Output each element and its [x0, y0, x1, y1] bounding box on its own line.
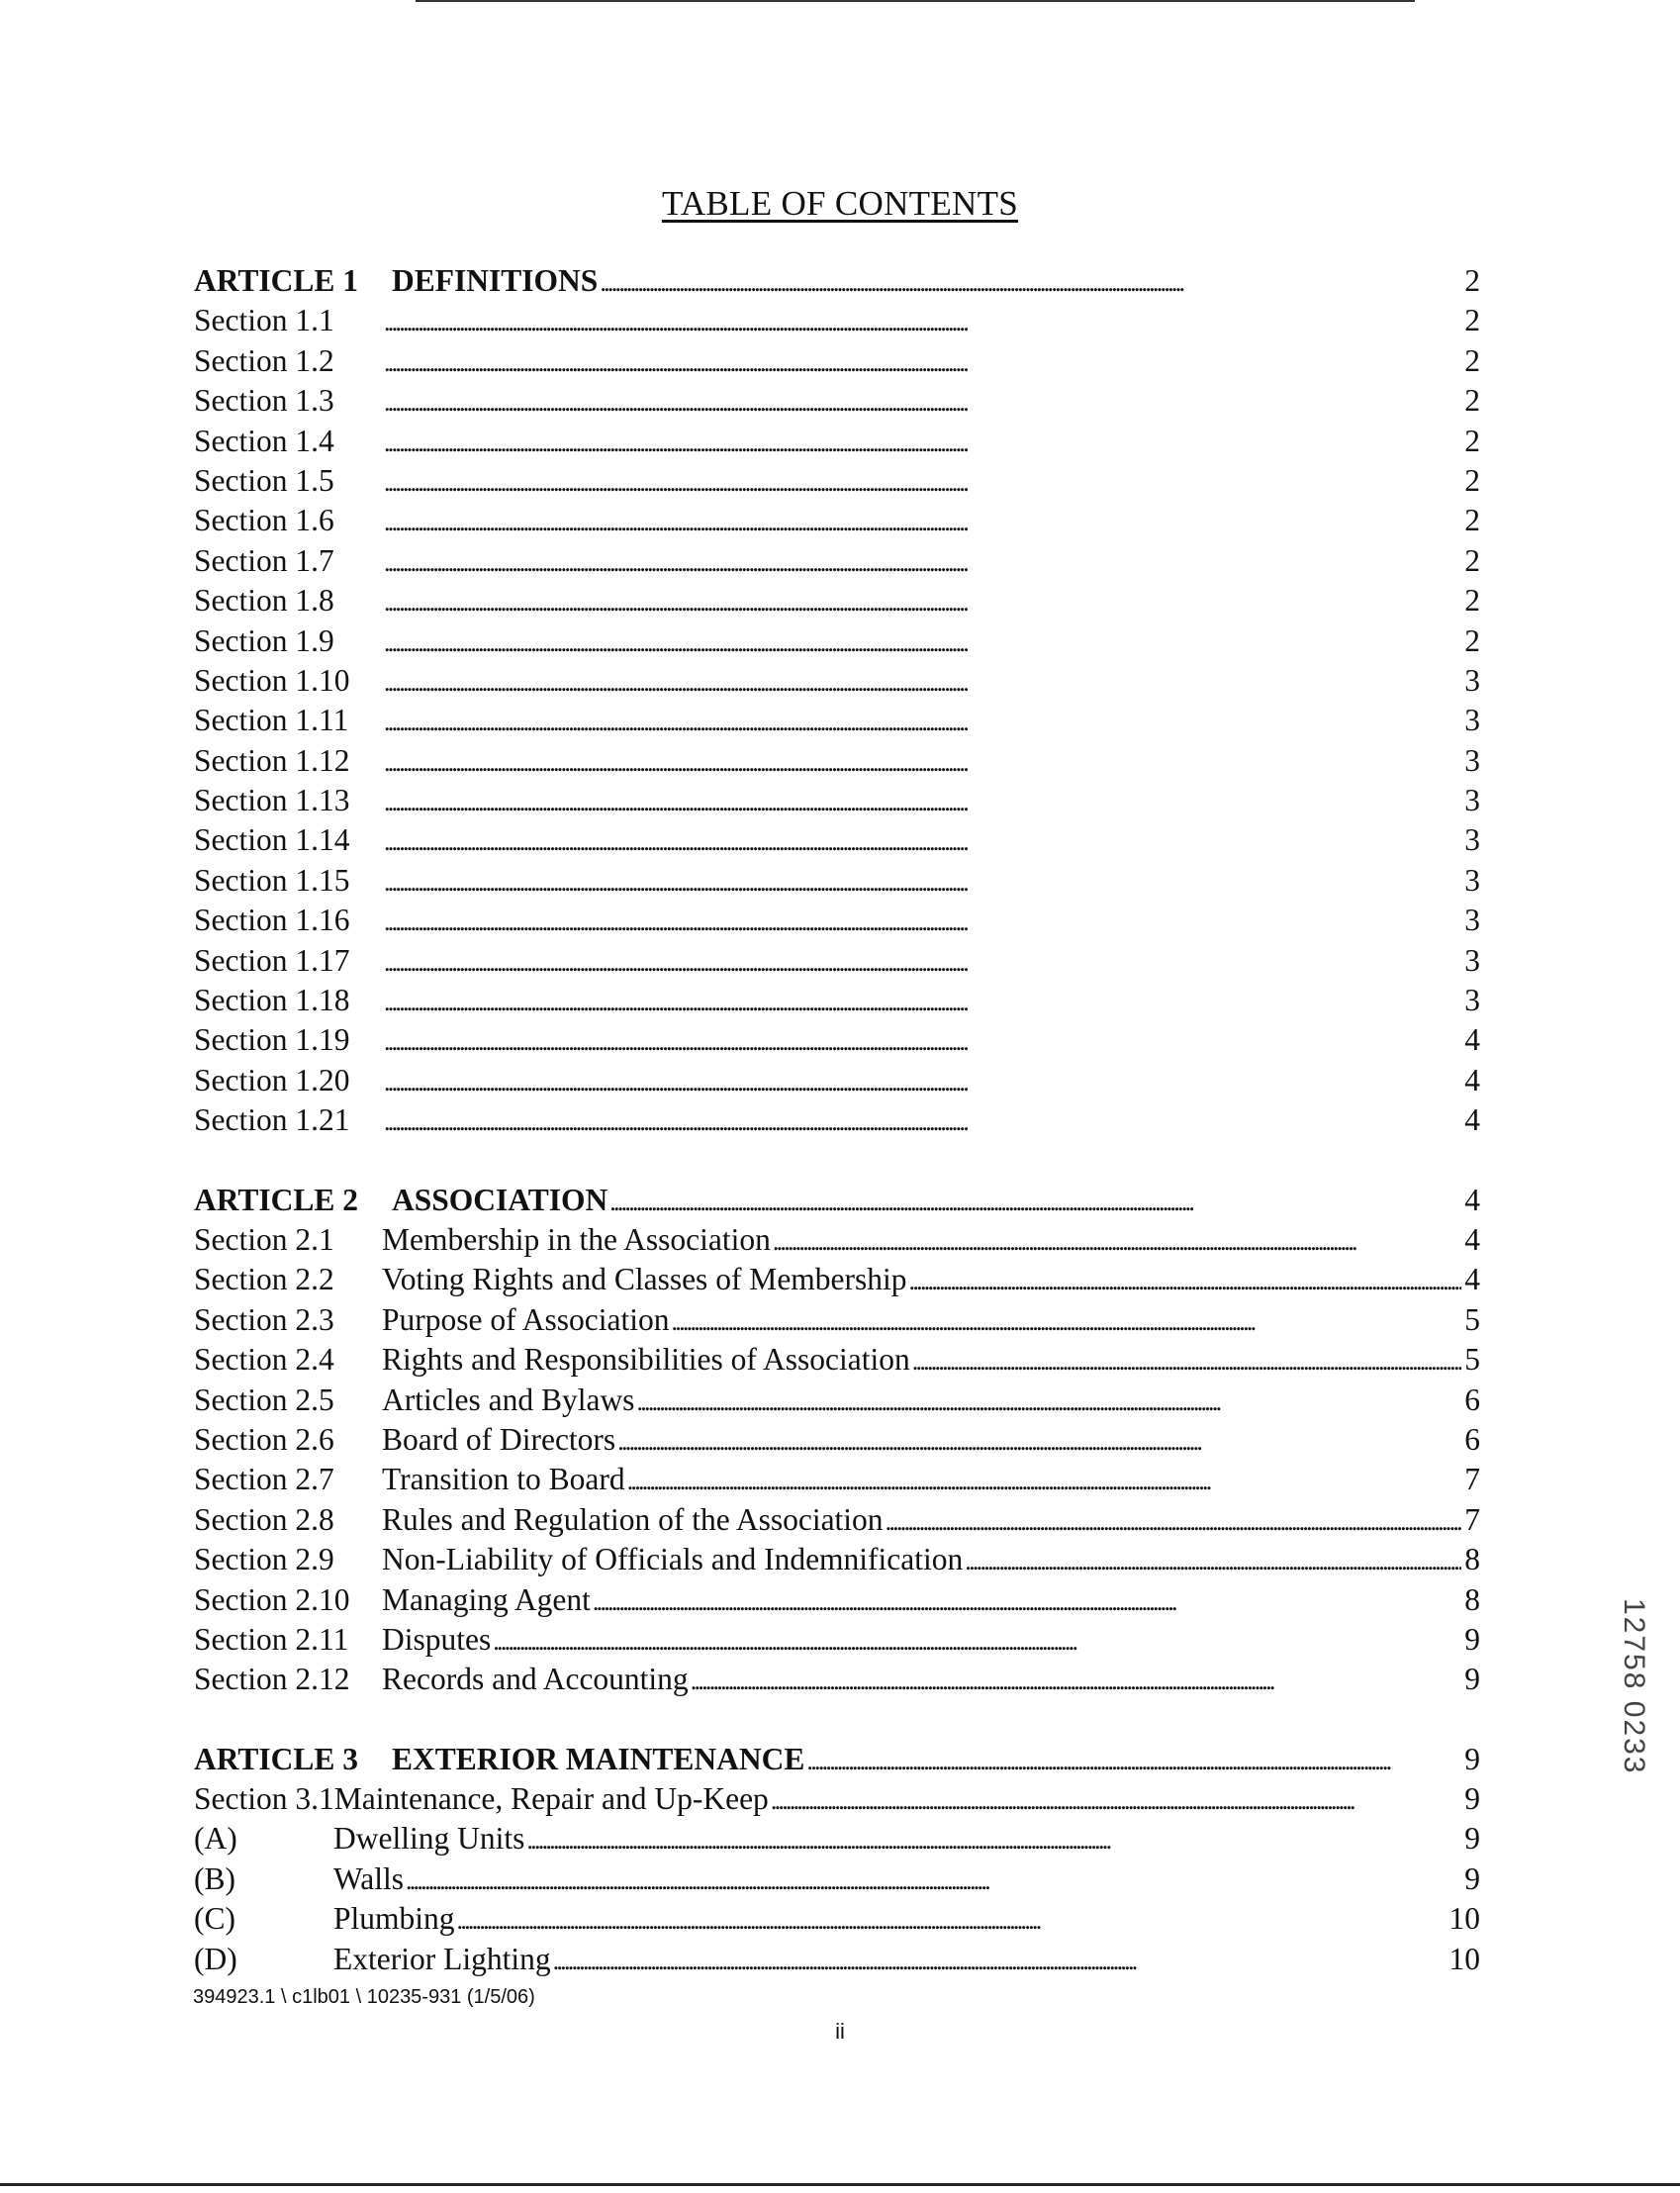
toc-subsection-row [194, 1861, 1480, 1901]
toc-entry-label: Section 1.19 [194, 1022, 350, 1058]
toc-entry-label: Section 2.6 [194, 1421, 334, 1457]
toc-entry-page: 2 [1464, 462, 1480, 498]
toc-entry-page: 3 [1464, 862, 1480, 898]
toc-section-row [194, 1102, 1480, 1142]
toc-entry-label: Section 1.14 [194, 822, 350, 858]
toc-section-row [194, 663, 1480, 703]
toc-section-row [194, 383, 1480, 423]
dot-leader [406, 1862, 1461, 1897]
toc-entry-title: ASSOCIATION [392, 1182, 608, 1217]
dot-leader [636, 1383, 1461, 1418]
dot-leader [384, 1023, 1461, 1058]
toc-entry-page: 3 [1464, 662, 1480, 698]
dot-leader [384, 944, 1461, 979]
toc-entry-label: Section 2.8 [194, 1501, 334, 1537]
toc-section-row [194, 943, 1480, 983]
toc-entry-page: 7 [1464, 1501, 1480, 1537]
toc-entry-label: Section 1.16 [194, 903, 350, 938]
toc-entry-label: Section 1.4 [194, 423, 334, 458]
toc-entry-page: 2 [1464, 583, 1480, 619]
bottom-rule [0, 2183, 1680, 2186]
toc-entry-page: 4 [1464, 1221, 1480, 1257]
toc-entry-page: 7 [1464, 1462, 1480, 1497]
page-title: TABLE OF CONTENTS [661, 184, 1019, 223]
dot-leader [384, 624, 1461, 659]
dot-leader [909, 1263, 1462, 1297]
toc-entry-title: Membership in the Association [382, 1221, 771, 1257]
toc-entry-page: 3 [1464, 942, 1480, 978]
toc-entry-page: 9 [1464, 1621, 1480, 1657]
toc-section-row [194, 424, 1480, 463]
toc-entry-label: Section 1.20 [194, 1062, 350, 1097]
toc-entry-page: 5 [1464, 1342, 1480, 1378]
toc-section-row [194, 783, 1480, 822]
toc-section-row [194, 1422, 1480, 1462]
dot-leader [526, 1822, 1461, 1857]
toc-entry-page: 2 [1464, 542, 1480, 578]
toc-entry-label: Section 2.10 [194, 1581, 350, 1617]
toc-entry-page: 5 [1464, 1301, 1480, 1337]
toc-entry-title: Purpose of Association [382, 1301, 670, 1337]
toc-entry-page: 2 [1464, 503, 1480, 538]
dot-leader [773, 1223, 1461, 1258]
toc-section-row [194, 1662, 1480, 1701]
toc-entry-page: 4 [1464, 1022, 1480, 1058]
toc-entry-page: 9 [1464, 1860, 1480, 1896]
toc-entry-title: Rules and Regulation of the Association [382, 1501, 884, 1537]
toc-entry-label: (A) [194, 1821, 237, 1857]
toc-entry-label: Section 1.6 [194, 503, 334, 538]
dot-leader [806, 1743, 1461, 1777]
toc-entry-title: Non-Liability of Officials and Indemnification [382, 1542, 964, 1577]
dot-leader [691, 1663, 1462, 1697]
toc-entry-title: Walls [333, 1860, 404, 1896]
toc-article-row [194, 1742, 1480, 1781]
toc-entry-label: Section 2.7 [194, 1462, 334, 1497]
toc-entry-page: 3 [1464, 783, 1480, 818]
toc-entry-label: Section 1.21 [194, 1102, 350, 1138]
dot-leader [771, 1782, 1461, 1817]
dot-leader [671, 1303, 1461, 1338]
dot-leader [600, 264, 1461, 299]
dot-leader [384, 344, 1461, 379]
toc-section-row [194, 1582, 1480, 1622]
toc-entry-label: Section 1.9 [194, 622, 334, 658]
toc-entry-label: Section 1.12 [194, 742, 350, 778]
toc-section-row [194, 543, 1480, 583]
page-number: ii [835, 2019, 845, 2044]
toc-entry-title: Records and Accounting [382, 1662, 689, 1697]
toc-entry-page: 2 [1464, 342, 1480, 378]
toc-entry-title: Board of Directors [382, 1421, 616, 1457]
toc-section-row [194, 1262, 1480, 1301]
toc-entry-label: Section 1.7 [194, 542, 334, 578]
toc-entry-label: Section 2.5 [194, 1382, 334, 1417]
toc-entry-label: Section 2.12 [194, 1662, 350, 1697]
toc-entry-page: 3 [1464, 903, 1480, 938]
toc-entry-title: Maintenance, Repair and Up-Keep [333, 1781, 769, 1817]
toc-entry-label: Section 1.15 [194, 862, 350, 898]
dot-leader [384, 904, 1461, 938]
toc-entry-label: (D) [194, 1941, 237, 1976]
toc-entry-page: 4 [1464, 1182, 1480, 1217]
toc-entry-page: 6 [1464, 1421, 1480, 1457]
toc-entry-label: ARTICLE 2 [194, 1182, 359, 1217]
toc-entry-page: 3 [1464, 983, 1480, 1018]
toc-entry-label: Section 1.1 [194, 303, 334, 338]
toc-entry-title: Plumbing [333, 1901, 455, 1937]
toc-entry-page: 8 [1464, 1581, 1480, 1617]
toc-list [194, 263, 1480, 1981]
toc-section-row [194, 863, 1480, 903]
dot-leader [627, 1463, 1462, 1497]
dot-leader [384, 425, 1461, 459]
toc-entry-title: Disputes [382, 1621, 492, 1657]
dot-leader [384, 1064, 1461, 1098]
toc-section-row [194, 1383, 1480, 1422]
dot-leader [384, 584, 1461, 619]
toc-entry-page: 9 [1464, 1662, 1480, 1697]
toc-entry-title: Voting Rights and Classes of Membership [382, 1262, 907, 1297]
dot-leader [912, 1343, 1462, 1378]
dot-leader [553, 1943, 1447, 1977]
toc-section-row [194, 1022, 1480, 1062]
toc-entry-page: 10 [1448, 1941, 1480, 1976]
toc-entry-label: Section 2.4 [194, 1342, 334, 1378]
toc-entry-page: 2 [1464, 423, 1480, 458]
toc-section-row [194, 303, 1480, 342]
toc-entry-page: 4 [1464, 1062, 1480, 1097]
toc-entry-label: Section 3.1 [194, 1781, 334, 1817]
toc-section-row [194, 822, 1480, 862]
toc-entry-page: 2 [1464, 622, 1480, 658]
dot-leader [384, 784, 1461, 818]
toc-entry-page: 8 [1464, 1542, 1480, 1577]
toc-entry-label: Section 2.11 [194, 1621, 349, 1657]
toc-entry-page: 2 [1464, 263, 1480, 298]
dot-leader [886, 1503, 1462, 1538]
toc-entry-page: 9 [1464, 1741, 1480, 1776]
toc-entry-label: (C) [194, 1901, 235, 1937]
dot-leader [593, 1583, 1461, 1618]
toc-entry-page: 3 [1464, 742, 1480, 778]
toc-entry-label: Section 1.11 [194, 703, 349, 738]
toc-entry-label: (B) [194, 1860, 235, 1896]
dot-leader [384, 664, 1461, 699]
toc-subsection-row [194, 1942, 1480, 1981]
toc-entry-title: Transition to Board [382, 1462, 625, 1497]
toc-entry-label: Section 2.9 [194, 1542, 334, 1577]
document-footer-id: 394923.1 \ c1lb01 \ 10235-931 (1/5/06) [193, 1986, 535, 2008]
toc-entry-title: DEFINITIONS [392, 263, 599, 298]
dot-leader [965, 1543, 1461, 1577]
top-rule [416, 0, 1415, 2]
toc-entry-label: ARTICLE 1 [194, 263, 359, 298]
toc-section-row [194, 743, 1480, 783]
toc-entry-page: 2 [1464, 383, 1480, 419]
dot-leader [617, 1423, 1461, 1458]
toc-entry-label: Section 1.8 [194, 583, 334, 619]
toc-entry-title: Dwelling Units [333, 1821, 525, 1857]
toc-entry-label: ARTICLE 3 [194, 1741, 359, 1776]
toc-section-row [194, 503, 1480, 542]
toc-entry-label: Section 2.3 [194, 1301, 334, 1337]
toc-section-row [194, 343, 1480, 383]
dot-leader [384, 704, 1461, 738]
toc-entry-title: Articles and Bylaws [382, 1382, 635, 1417]
toc-entry-page: 2 [1464, 303, 1480, 338]
toc-entry-page: 3 [1464, 822, 1480, 858]
toc-entry-label: Section 1.2 [194, 342, 334, 378]
toc-section-row [194, 903, 1480, 942]
dot-leader [384, 504, 1461, 538]
dot-leader [457, 1902, 1447, 1937]
toc-section-row [194, 1342, 1480, 1382]
toc-entry-page: 9 [1464, 1781, 1480, 1817]
toc-entry-label: Section 1.3 [194, 383, 334, 419]
toc-subsection-row [194, 1901, 1480, 1941]
toc-entry-page: 9 [1464, 1821, 1480, 1857]
toc-entry-title: Managing Agent [382, 1581, 591, 1617]
dot-leader [384, 544, 1461, 579]
toc-entry-page: 4 [1464, 1262, 1480, 1297]
toc-article-row [194, 1183, 1480, 1222]
toc-entry-label: Section 2.2 [194, 1262, 334, 1297]
dot-leader [384, 384, 1461, 419]
dot-leader [384, 984, 1461, 1018]
toc-entry-page: 6 [1464, 1382, 1480, 1417]
dot-leader [384, 823, 1461, 858]
toc-entry-label: Section 1.10 [194, 662, 350, 698]
toc-section-row [194, 1462, 1480, 1501]
toc-entry-label: Section 2.1 [194, 1221, 334, 1257]
dot-leader [384, 744, 1461, 779]
toc-subsection-row [194, 1821, 1480, 1860]
dot-leader [384, 864, 1461, 899]
toc-entry-page: 3 [1464, 703, 1480, 738]
toc-section-row [194, 583, 1480, 622]
toc-section-row [194, 623, 1480, 663]
dot-leader [609, 1184, 1461, 1218]
dot-leader [493, 1623, 1461, 1658]
toc-section-row [194, 1542, 1480, 1581]
toc-section-row [194, 703, 1480, 742]
toc-section-row [194, 1302, 1480, 1342]
toc-section-row [194, 1063, 1480, 1102]
toc-entry-title: EXTERIOR MAINTENANCE [392, 1741, 805, 1776]
toc-entry-page: 10 [1448, 1901, 1480, 1937]
dot-leader [384, 464, 1461, 499]
toc-section-row [194, 1622, 1480, 1662]
toc-entry-label: Section 1.13 [194, 783, 350, 818]
toc-entry-page: 4 [1464, 1102, 1480, 1138]
toc-entry-label: Section 1.18 [194, 983, 350, 1018]
toc-article-row [194, 263, 1480, 303]
toc-entry-label: Section 1.5 [194, 462, 334, 498]
toc-entry-title: Rights and Responsibilities of Association [382, 1342, 910, 1378]
toc-entry-label: Section 1.17 [194, 942, 350, 978]
toc-entry-title: Exterior Lighting [333, 1941, 551, 1976]
toc-section-row [194, 463, 1480, 503]
dot-leader [384, 304, 1461, 338]
recording-stamp: 12758 0233 [1618, 1598, 1650, 1775]
toc-section-row [194, 1502, 1480, 1542]
toc-section-row [194, 1781, 1480, 1821]
dot-leader [384, 1103, 1461, 1138]
toc-section-row [194, 983, 1480, 1022]
toc-section-row [194, 1222, 1480, 1262]
